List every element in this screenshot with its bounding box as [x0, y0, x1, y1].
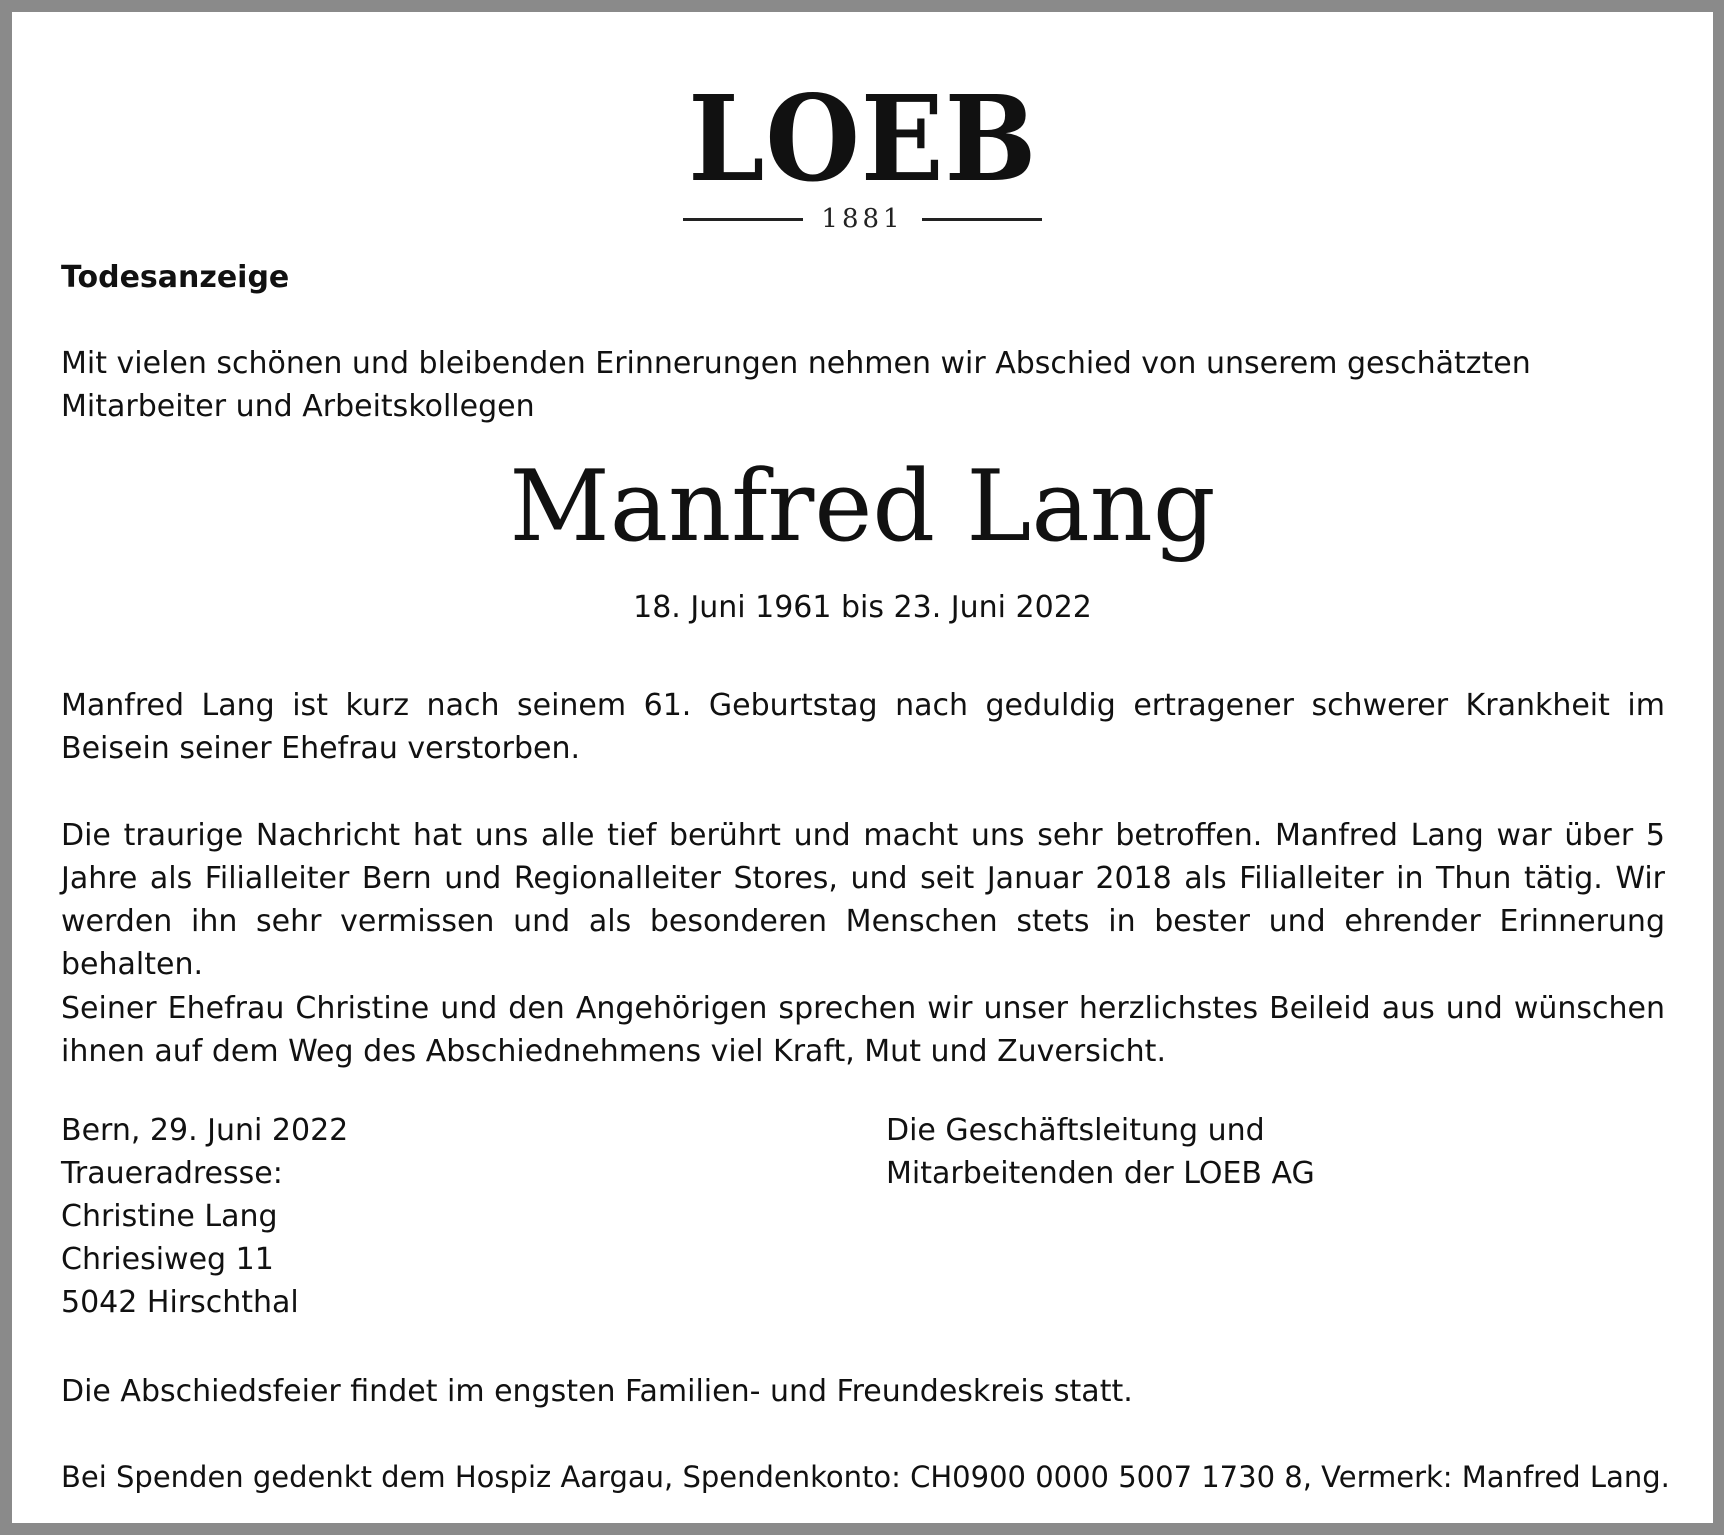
address-street: Chriesiweg 11 [61, 1242, 274, 1277]
deceased-name: Manfred Lang [509, 450, 1216, 564]
paragraph-1: Manfred Lang ist kurz nach seinem 61. Geburtstag nach geduldig ertragener schwerer Krankheit im Beisein seiner Ehefrau verstorben. [61, 688, 1665, 766]
address-city: 5042 Hirschthal [61, 1285, 299, 1320]
logo-rule-right [922, 218, 1042, 221]
paragraph-3: Seiner Ehefrau Christine und den Angehörigen sprechen wir unser herzlichstes Beileid aus und wünschen ihnen auf dem Weg des Abschiednehmens viel Kraft, Mut und Zuversicht. [61, 991, 1665, 1069]
intro-text: Mit vielen schönen und bleibenden Erinnerungen nehmen wir Abschied von unserem geschätzten Mitarbeiter und Arbeitskollegen [61, 346, 1531, 424]
left-block [61, 1109, 761, 1324]
obituary-page [12, 12, 1713, 1523]
heading-todesanzeige: Todesanzeige [61, 260, 290, 295]
right-block [886, 1109, 1315, 1195]
address-label: Traueradresse: [61, 1156, 283, 1191]
ceremony-note: Die Abschiedsfeier findet im engsten Familien- und Freundeskreis statt. [61, 1374, 1133, 1409]
logo-wordmark: LOEB [687, 69, 1038, 208]
logo-year: 1881 [821, 204, 904, 234]
paragraph-2: Die traurige Nachricht hat uns alle tief berührt und macht uns sehr betroffen. Manfred Lang war über 5 Jahre als Filialleiter Bern und Regionalleiter Stores, und seit Januar 2018 als Filialleiter in Thun tätig. Wir werden ihn sehr vermissen und als besonderen Menschen stets in bester und ehrender Erinnerung behalten. [61, 818, 1665, 982]
logo-year-row [12, 204, 1713, 234]
loeb-logo [12, 69, 1713, 234]
donation-note: Bei Spenden gedenkt dem Hospiz Aargau, Spendenkonto: CH0900 0000 5007 1730 8, Vermerk: Manfred Lang. [61, 1460, 1670, 1494]
signature-line-2: Mitarbeitenden der LOEB AG [886, 1156, 1315, 1191]
signature-line-1: Die Geschäftsleitung und [886, 1113, 1265, 1148]
place-date: Bern, 29. Juni 2022 [61, 1113, 349, 1148]
logo-rule-left [683, 218, 803, 221]
address-name: Christine Lang [61, 1199, 278, 1234]
life-dates: 18. Juni 1961 bis 23. Juni 2022 [633, 590, 1092, 625]
